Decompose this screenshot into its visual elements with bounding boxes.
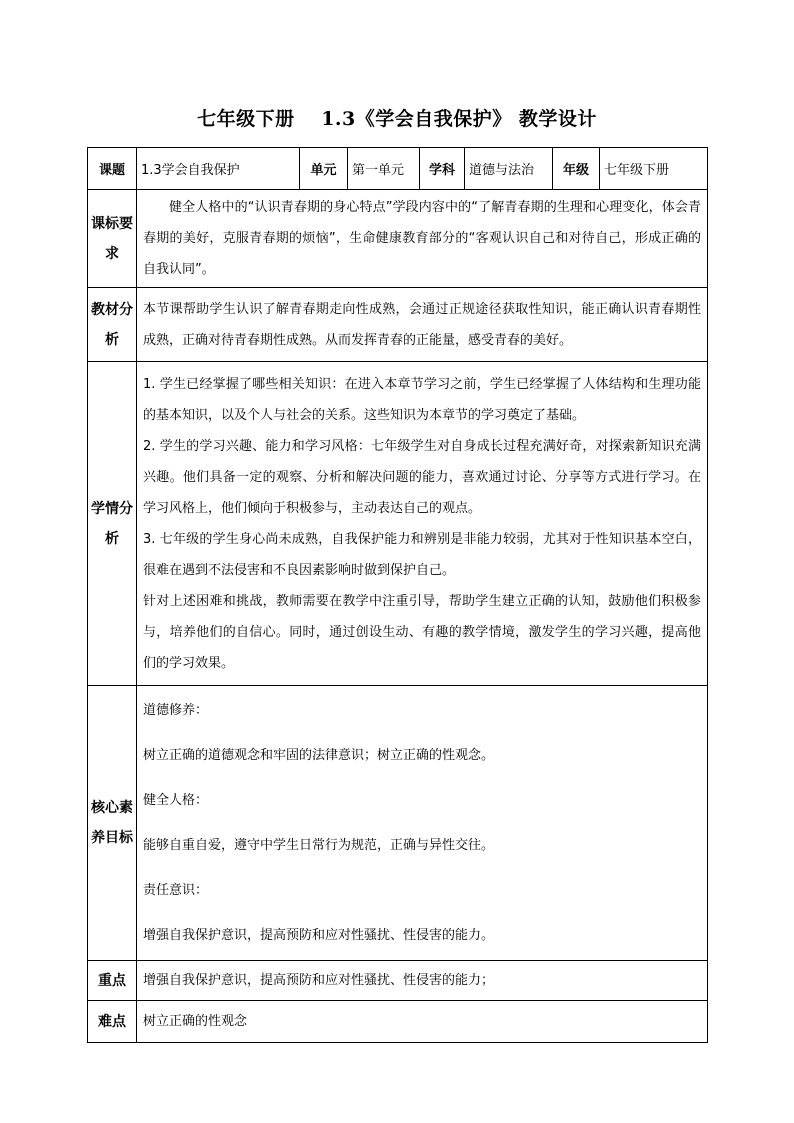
- unit-label: 单元: [300, 148, 348, 190]
- subject-value: 道德与法治: [465, 148, 553, 190]
- difficult-row: [88, 1001, 708, 1043]
- learner-paragraph: 1. 学生已经掌握了哪些相关知识：在进入本章节学习之前，学生已经掌握了人体结构和生理功能的基本知识，以及个人与社会的关系。这些知识为本章节的学习奠定了基础。: [143, 376, 701, 423]
- key-label: 重点: [88, 961, 137, 1001]
- learner-paragraph: 针对上述困难和挑战，教师需要在教学中注重引导，帮助学生建立正确的认知，鼓励他们积极参与，培养他们的自信心。同时，通过创设生动、有趣的教学情境，激发学生的学习兴趣，提高他们的学习效果。: [143, 593, 701, 671]
- lesson-plan-table: [87, 147, 708, 1043]
- core-heading-responsibility: 责任意识：: [143, 883, 209, 898]
- difficult-label: 难点: [88, 1001, 137, 1043]
- learner-label: 学情分析: [88, 362, 137, 686]
- grade-value: 七年级下册: [600, 148, 708, 190]
- material-text: 本节课帮助学生认识了解青春期走向性成熟，会通过正规途径获取性知识，能正确认识青春期性成熟，正确对待青春期性成熟。从而发挥青春的正能量，感受青春的美好。: [137, 288, 708, 362]
- core-row: [88, 686, 708, 961]
- standard-label: 课标要求: [88, 190, 137, 288]
- key-text: 增强自我保护意识，提高预防和应对性骚扰、性侵害的能力；: [137, 961, 708, 1001]
- core-heading-morality: 道德修养：: [143, 703, 209, 718]
- topic-value: 1.3学会自我保护: [137, 148, 300, 190]
- core-text-morality: 树立正确的道德观念和牢固的法律意识；树立正确的性观念。: [143, 748, 495, 763]
- document-title: 七年级下册 1.3《学会自我保护》 教学设计: [197, 108, 597, 130]
- standard-text: 健全人格中的“认识青春期的身心特点”学段内容中的“了解青春期的生理和心理变化，体会青春期的美好，克服青春期的烦恼”，生命健康教育部分的“客观认识自己和对待自己，形成正确的自我认同”。: [137, 190, 708, 288]
- learner-content: [137, 362, 708, 686]
- core-label: 核心素养目标: [88, 686, 137, 961]
- learner-row: [88, 362, 708, 686]
- difficult-text: 树立正确的性观念: [137, 1001, 708, 1043]
- material-row: [88, 288, 708, 362]
- core-text-personality: 能够自重自爱，遵守中学生日常行为规范，正确与异性交往。: [143, 838, 495, 853]
- subject-label: 学科: [420, 148, 465, 190]
- header-row: [88, 148, 708, 190]
- core-content: [137, 686, 708, 961]
- material-label: 教材分析: [88, 288, 137, 362]
- learner-paragraph: 2. 学生的学习兴趣、能力和学习风格：七年级学生对自身成长过程充满好奇，对探索新知识充满兴趣。他们具备一定的观察、分析和解决问题的能力，喜欢通过讨论、分享等方式进行学习。在学习风格上，他们倾向于积极参与，主动表达自己的观点。: [143, 438, 701, 516]
- learner-paragraph: 3. 七年级的学生身心尚未成熟，自我保护能力和辨别是非能力较弱，尤其对于性知识基本空白，很难在遇到不法侵害和不良因素影响时做到保护自己。: [143, 531, 701, 578]
- grade-label: 年级: [553, 148, 600, 190]
- topic-label: 课题: [88, 148, 137, 190]
- standard-row: [88, 190, 708, 288]
- unit-value: 第一单元: [348, 148, 420, 190]
- core-heading-personality: 健全人格：: [143, 793, 209, 808]
- core-text-responsibility: 增强自我保护意识，提高预防和应对性骚扰、性侵害的能力。: [143, 928, 495, 943]
- key-row: [88, 961, 708, 1001]
